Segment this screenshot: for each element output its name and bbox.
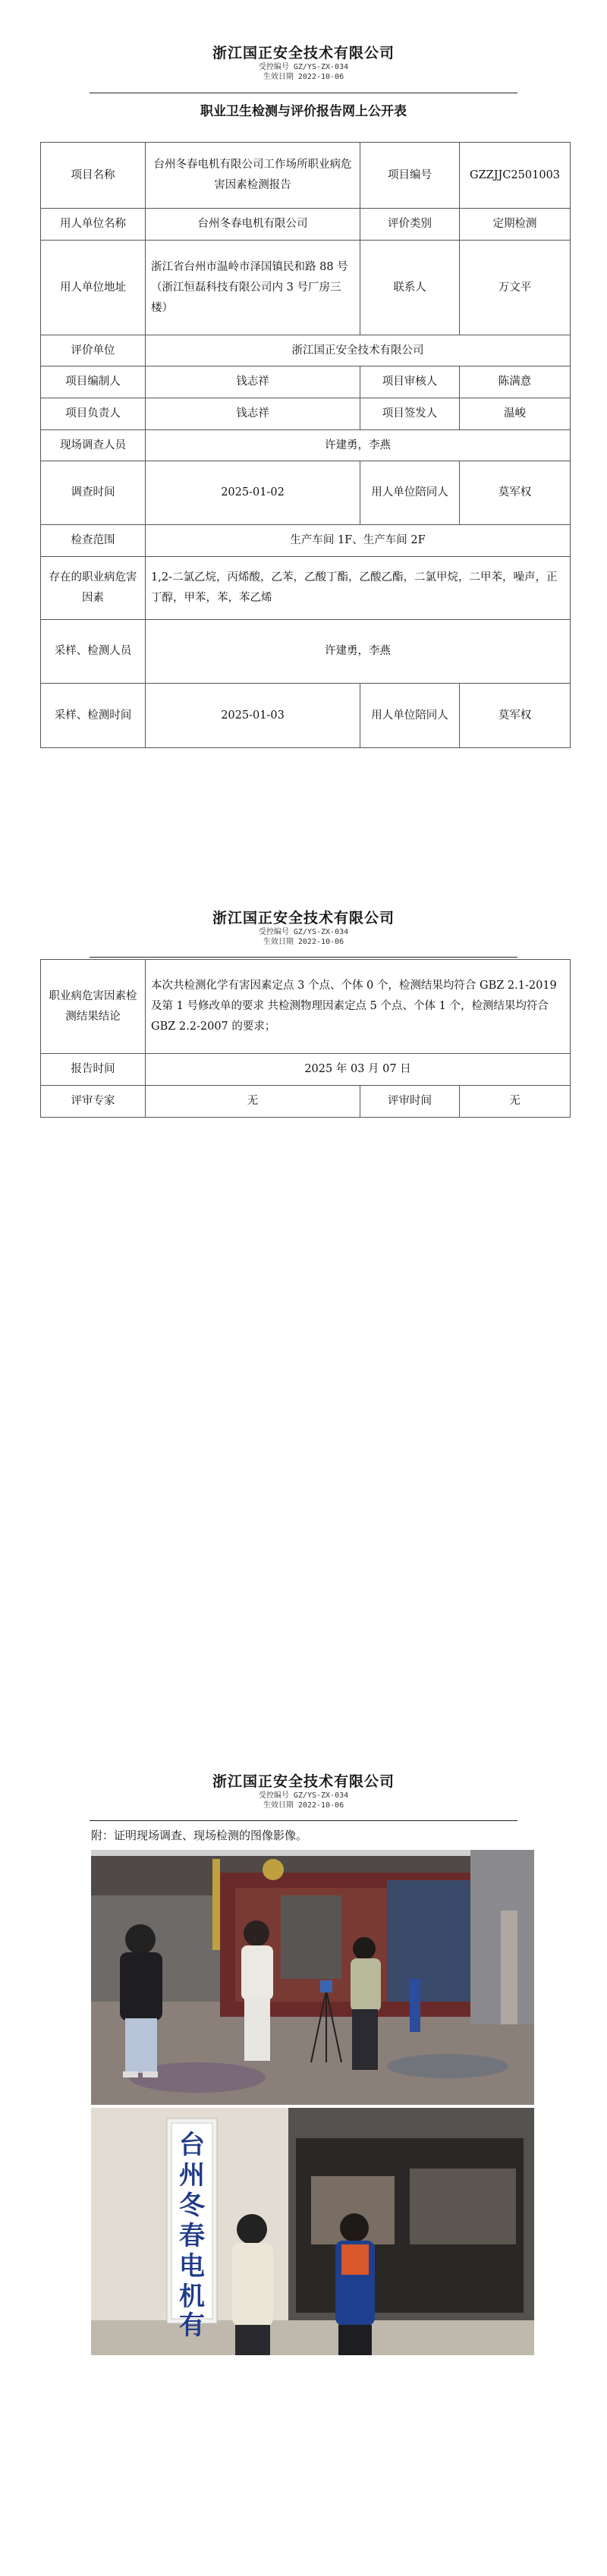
value-compiler: 钱志祥	[146, 366, 360, 398]
conclusion-table	[40, 959, 571, 1118]
value-hazards: 1,2-二氯乙烷，丙烯酸，乙苯，乙酸丁酯，乙酸乙酯，二氯甲烷，二甲苯，噪声，正丁醇，甲苯，苯，苯乙烯	[146, 557, 571, 620]
label-survey-companion: 用人单位陪同人	[360, 461, 460, 525]
value-review-time: 无	[460, 1086, 571, 1118]
client-sign-image	[91, 2108, 534, 2355]
page1-header	[0, 42, 607, 82]
label-conclusion: 职业病危害因素检测结果结论	[41, 960, 146, 1054]
value-conclusion: 本次共检测化学有害因素定点 3 个点、个体 0 个，检测结果均符合 GBZ 2.1-2019 及第 1 号修改单的要求 共检测物理因素定点 5 个点、个体 1 个，检测结果均符合 GBZ 2.2-2007 的要求；	[146, 960, 571, 1054]
control-number: 受控编号 GZ/YS-ZX-034	[258, 63, 349, 71]
label-contact: 联系人	[360, 241, 460, 335]
value-project-name: 台州冬春电机有限公司工作场所职业病危害因素检测报告	[146, 143, 360, 209]
attachment-title: 附：证明现场调查、现场检测的图像影像。	[91, 1829, 308, 1842]
site-survey-photo	[91, 1850, 534, 2105]
label-survey-staff: 现场调查人员	[41, 430, 146, 461]
label-sampling-time: 采样、检测时间	[41, 684, 146, 748]
effective-date: 生效日期 2022-10-06	[263, 1801, 344, 1810]
value-contact: 万文平	[460, 241, 571, 335]
client-sign-photo	[91, 2108, 534, 2355]
value-expert: 无	[146, 1086, 360, 1118]
svg-text:台: 台	[179, 2130, 205, 2160]
label-survey-time: 调查时间	[41, 461, 146, 525]
effective-date: 生效日期 2022-10-06	[263, 938, 344, 946]
value-eval-org: 浙江国正安全技术有限公司	[146, 335, 571, 366]
label-project-name: 项目名称	[41, 143, 146, 209]
value-reviewer: 陈满意	[460, 366, 571, 398]
value-sampling-companion: 莫军权	[460, 684, 571, 748]
value-report-time: 2025 年 03 月 07 日	[146, 1054, 571, 1086]
label-review-time: 评审时间	[360, 1086, 460, 1118]
label-hazards: 存在的职业病危害因素	[41, 557, 146, 620]
svg-text:电: 电	[179, 2251, 205, 2282]
company-name: 浙江国正安全技术有限公司	[212, 45, 395, 61]
value-sampling-time: 2025-01-03	[146, 684, 360, 748]
label-eval-type: 评价类别	[360, 209, 460, 241]
svg-text:有: 有	[179, 2310, 205, 2341]
value-client: 台州冬春电机有限公司	[146, 209, 360, 241]
value-eval-type: 定期检测	[460, 209, 571, 241]
control-number: 受控编号 GZ/YS-ZX-034	[258, 928, 349, 936]
site-survey-image	[91, 1850, 534, 2105]
header-rule	[90, 1820, 517, 1821]
svg-text:春: 春	[179, 2221, 205, 2251]
value-scope: 生产车间 1F、生产车间 2F	[146, 525, 571, 557]
label-client-address: 用人单位地址	[41, 241, 146, 335]
label-report-time: 报告时间	[41, 1054, 146, 1086]
label-issuer: 项目签发人	[360, 398, 460, 430]
value-project-no: GZZJJC2501003	[460, 143, 571, 209]
control-number: 受控编号 GZ/YS-ZX-034	[258, 1791, 349, 1800]
label-scope: 检查范围	[41, 525, 146, 557]
value-survey-time: 2025-01-02	[146, 461, 360, 525]
label-compiler: 项目编制人	[41, 366, 146, 398]
value-client-address: 浙江省台州市温岭市泽国镇民和路 88 号（浙江恒磊科技有限公司内 3 号厂房三楼）	[146, 241, 360, 335]
value-issuer: 温峻	[460, 398, 571, 430]
label-sampling-companion: 用人单位陪同人	[360, 684, 460, 748]
label-client: 用人单位名称	[41, 209, 146, 241]
page3-header	[0, 1770, 607, 1810]
label-sampling-staff: 采样、检测人员	[41, 620, 146, 684]
label-eval-org: 评价单位	[41, 335, 146, 366]
label-reviewer: 项目审核人	[360, 366, 460, 398]
value-survey-staff: 许建勇，李燕	[146, 430, 571, 461]
document-title: 职业卫生检测与评价报告网上公开表	[200, 104, 407, 119]
svg-text:州: 州	[179, 2160, 205, 2191]
value-manager: 钱志祥	[146, 398, 360, 430]
effective-date: 生效日期 2022-10-06	[263, 73, 344, 81]
value-sampling-staff: 许建勇，李燕	[146, 620, 571, 684]
label-expert: 评审专家	[41, 1086, 146, 1118]
value-survey-companion: 莫军权	[460, 461, 571, 525]
header-rule	[90, 957, 517, 958]
svg-text:冬: 冬	[179, 2191, 205, 2221]
info-table	[40, 142, 571, 748]
company-name: 浙江国正安全技术有限公司	[212, 1773, 395, 1790]
label-project-no: 项目编号	[360, 143, 460, 209]
svg-text:机: 机	[179, 2282, 205, 2312]
label-manager: 项目负责人	[41, 398, 146, 430]
page2-header	[0, 907, 607, 947]
company-name: 浙江国正安全技术有限公司	[212, 910, 395, 926]
